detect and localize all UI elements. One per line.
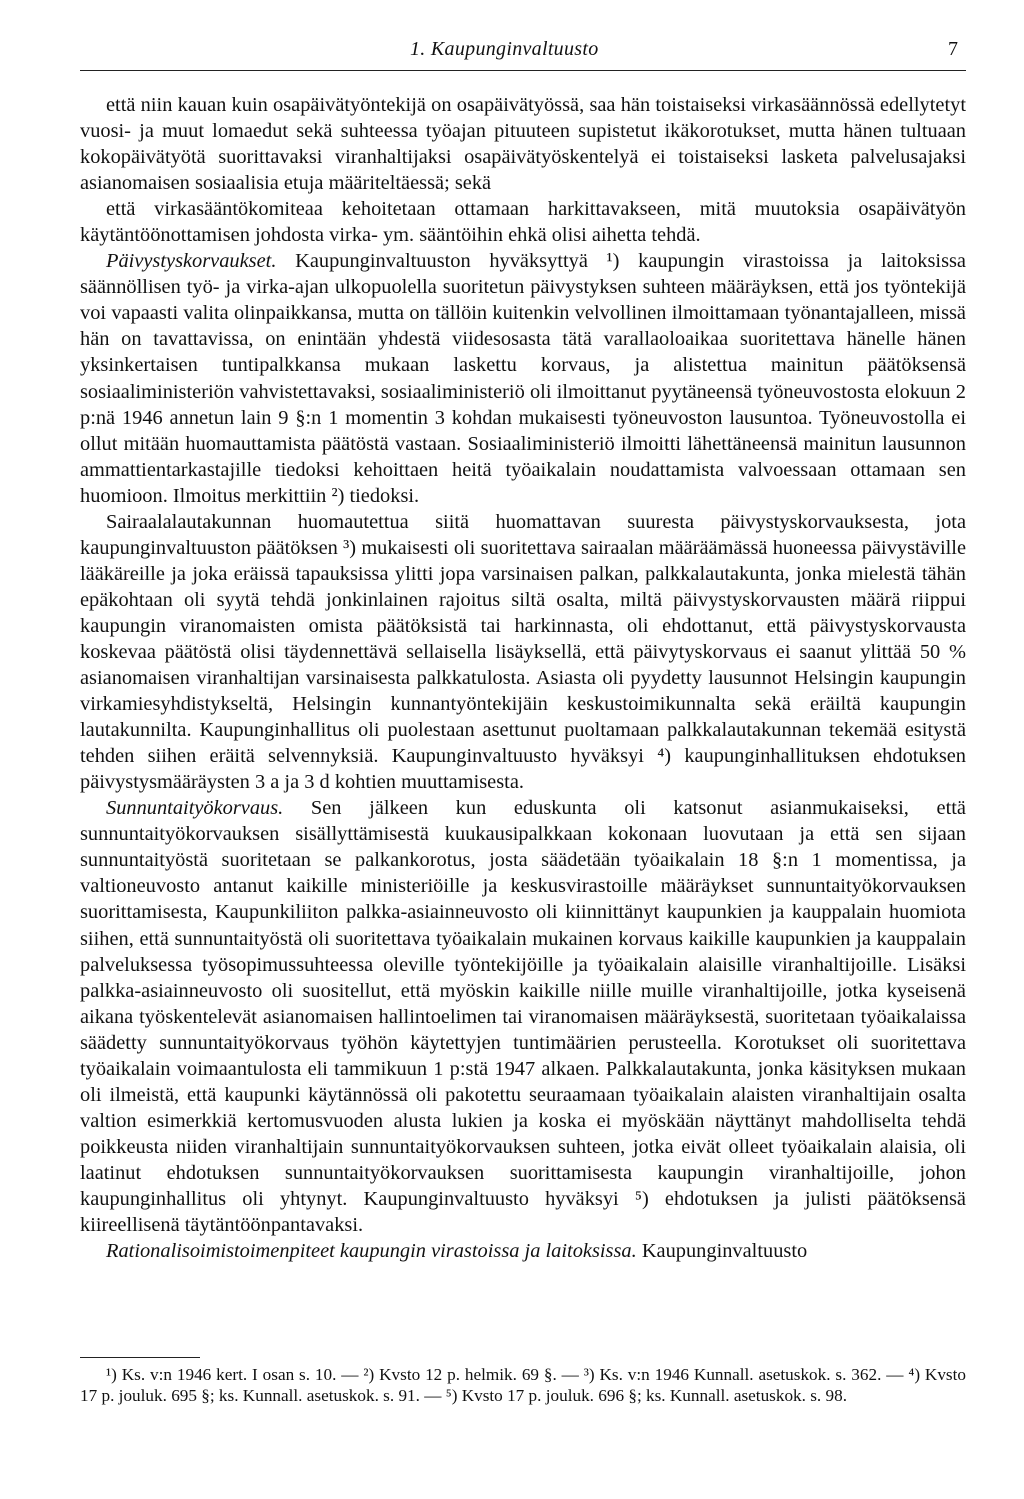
paragraph [80, 92, 966, 196]
paragraph-text: Kaupunginvaltuuston hyväksyttyä ¹) kaupungin virastoissa ja laitoksissa säännöllisen työ- ja virka-ajan ulkopuolella suoritetun päivystyksen suhteen määräyksen, että jos työntekijä voi vapaasti valita olinpaikkansa, mutta on tällöin kuitenkin velvollinen ilmoittamaan työnantajalleen, missä hän on tavattavissa, on enintään yhdestä viidesosasta tätä varallaoloaikaa suoritettava hänelle hänen yksinkertaisen tuntipalkkansa mukaan laskettu korvaus, ja alistettua mainitun päätöksensä sosiaaliministeriön vahvistettavaksi, sosiaaliministeriö oli ilmoittanut pyytäneensä työneuvostosta elokuun 2 p:nä 1946 annetun lain 9 §:n 1 momentin 3 kohdan mukaisesti työneuvoston lausuntoa. Työneuvostolla ei ollut mitään huomauttamista päätöstä vastaan. Sosiaaliministeriö ilmoitti lähettäneensä mainitun lausunnon ammattientarkastajille tiedoksi kehoittaen heitä työaikalain noudattamista valvoessaan ottamaan sen huomioon. Ilmoitus merkittiin ²) tiedoksi. [80, 250, 966, 507]
footnote-text: ¹) Ks. v:n 1946 kert. I osan s. 10. — ²) Kvsto 12 p. helmik. 69 §. — ³) Ks. v:n 1946 Kunnall. asetuskok. s. 362. — ⁴) Kvsto 17 p. jouluk. 695 §; ks. Kunnall. asetuskok. s. 91. — ⁵) Kvsto 17 p. jouluk. 696 §; ks. Kunnall. asetuskok. s. 98. [80, 1365, 966, 1405]
paragraph [80, 248, 966, 508]
paragraph [80, 1238, 966, 1264]
paragraph-text: Kaupunginvaltuusto [636, 1240, 808, 1263]
paragraph [80, 509, 966, 796]
section-heading: Rationalisoimistoimenpiteet kaupungin virastoissa ja laitoksissa. [106, 1240, 637, 1263]
body-text [80, 92, 966, 1264]
paragraph-text: että virkasääntökomiteaa kehoitetaan ottamaan harkittavakseen, mitä muutoksia osapäivätyön käytäntöönottamisen johdosta virka- ym. sääntöihin ehkä olisi aihetta tehdä. [80, 198, 966, 247]
section-heading: Sunnuntaityökorvaus. [106, 797, 284, 820]
running-header [80, 38, 966, 68]
header-rule [80, 70, 966, 71]
chapter-title: 1. Kaupunginvaltuusto [410, 38, 599, 60]
paragraph-text: Sen jälkeen kun eduskunta oli katsonut asianmukaiseksi, että sunnuntaityökorvauksen sisällyttämisestä kuukausipalkkaan kokonaan luovutaan ja että sen sijaan sunnuntaityöstä suoritetaan se palkankorotus, josta säädetään työaikalain 18 §:n 1 momentissa, ja valtioneuvosto antanut kaikille ministeriöille ja keskusvirastoille määräykset sunnuntaityökorvauksen suorittamisesta, Kaupunkiliiton palkka-asiainneuvosto oli kiinnittänyt kaupunkien ja kauppalain huomiota siihen, että sunnuntaityöstä oli suoritettava työaikalain mukainen korvaus kaikille kaupunkien ja kauppalain palveluksessa työsopimussuhteessa oleville työntekijöille ja työaikalain alaisille viranhaltijoille. Lisäksi palkka-asiainneuvosto oli suositellut, että myöskin kaikille niille muille viranhaltijoille, jotka kyseisenä aikana työskentelevät asianomaisen hallintoelimen tai viranomaisen määräyksestä, suoritetaan työaikalaissa säädetty sunnuntaityökorvaus työhön käytettyjen tuntimäärien perusteella. Korotukset oli suoritettava työaikalain voimaantulosta eli tammikuun 1 p:stä 1947 alkaen. Palkkalautakunta, jonka käsityksen mukaan oli ilmeistä, että kaupunki käytännössä oli pakotettu seuraamaan työaikalain alaisten viranhaltijain osalta valtion esimerkkiä kertomusvuoden alusta lukien ja koska ei myöskään näyttänyt mahdolliselta tehdä poikkeusta niiden viranhaltijain sunnuntaityökorvauksen suhteen, jotka eivät olleet työaikalain alaisia, oli laatinut ehdotuksen sunnuntaityökorvauksen suorittamisesta kaupungin viranhaltijoille, johon kaupunginhallitus oli yhtynyt. Kaupunginvaltuusto hyväksyi ⁵) ehdotuksen ja julisti päätöksensä kiireellisenä täytäntöönpantavaksi. [80, 797, 966, 1237]
page-number: 7 [948, 38, 958, 60]
paragraph-text: että niin kauan kuin osapäivätyöntekijä on osapäivätyössä, saa hän toistaiseksi virkasäännössä edellytetyt vuosi- ja muut lomaedut sekä suhteessa työajan pituuteen supistetut ikäkorotukset, mutta hänen tultuaan kokopäivätyötä suorittavaksi viranhaltijaksi osapäivätyöskentelyä ei toistaiseksi lasketa palvelusajaksi asianomaisen sosiaalisia etuja määriteltäessä; sekä [80, 94, 966, 195]
footnote-rule [80, 1357, 200, 1358]
section-heading: Päivystyskorvaukset. [106, 250, 277, 273]
paragraph [80, 795, 966, 1238]
paragraph [80, 196, 966, 248]
footnotes [80, 1365, 966, 1406]
paragraph-text: Sairaalalautakunnan huomautettua siitä huomattavan suuresta päivystyskorvauksesta, jota kaupunginvaltuuston päätöksen ³) mukaisesti oli suoritettava sairaalan määräämässä huoneessa päivystäville lääkäreille ja joka eräissä tapauksissa ylitti jopa varsinaisen palkan, palkkalautakunta, jonka mielestä tähän epäkohtaan oli syytä tehdä jonkinlainen rajoitus siltä osalta, miltä päivystyskorvausten määrä riippui kaupungin viranomaisten omista päätöksistä tai harkinnasta, oli ehdottanut, että päivystyskorvausta koskevaa päätöstä olisi täydennettävä sellaisella lisäyksellä, että päivytyskorvaus ei saanut ylittää 50 % asianomaisen viranhaltijan varsinaisesta palkkatulosta. Asiasta oli pyydetty lausunnot Helsingin kaupungin virkamiesyhdistykseltä, Helsingin kunnantyöntekijäin keskustoimikunnalta sekä eräiltä kaupungin lautakunnilta. Kaupunginhallitus oli puolestaan asettunut puoltamaan palkkalautakunnan tekemää esitystä tehden siihen eräitä selvennyksiä. Kaupunginvaltuusto hyväksyi ⁴) kaupunginhallituksen ehdotuksen päivystysmääräysten 3 a ja 3 d kohtien muuttamisesta. [80, 510, 966, 794]
